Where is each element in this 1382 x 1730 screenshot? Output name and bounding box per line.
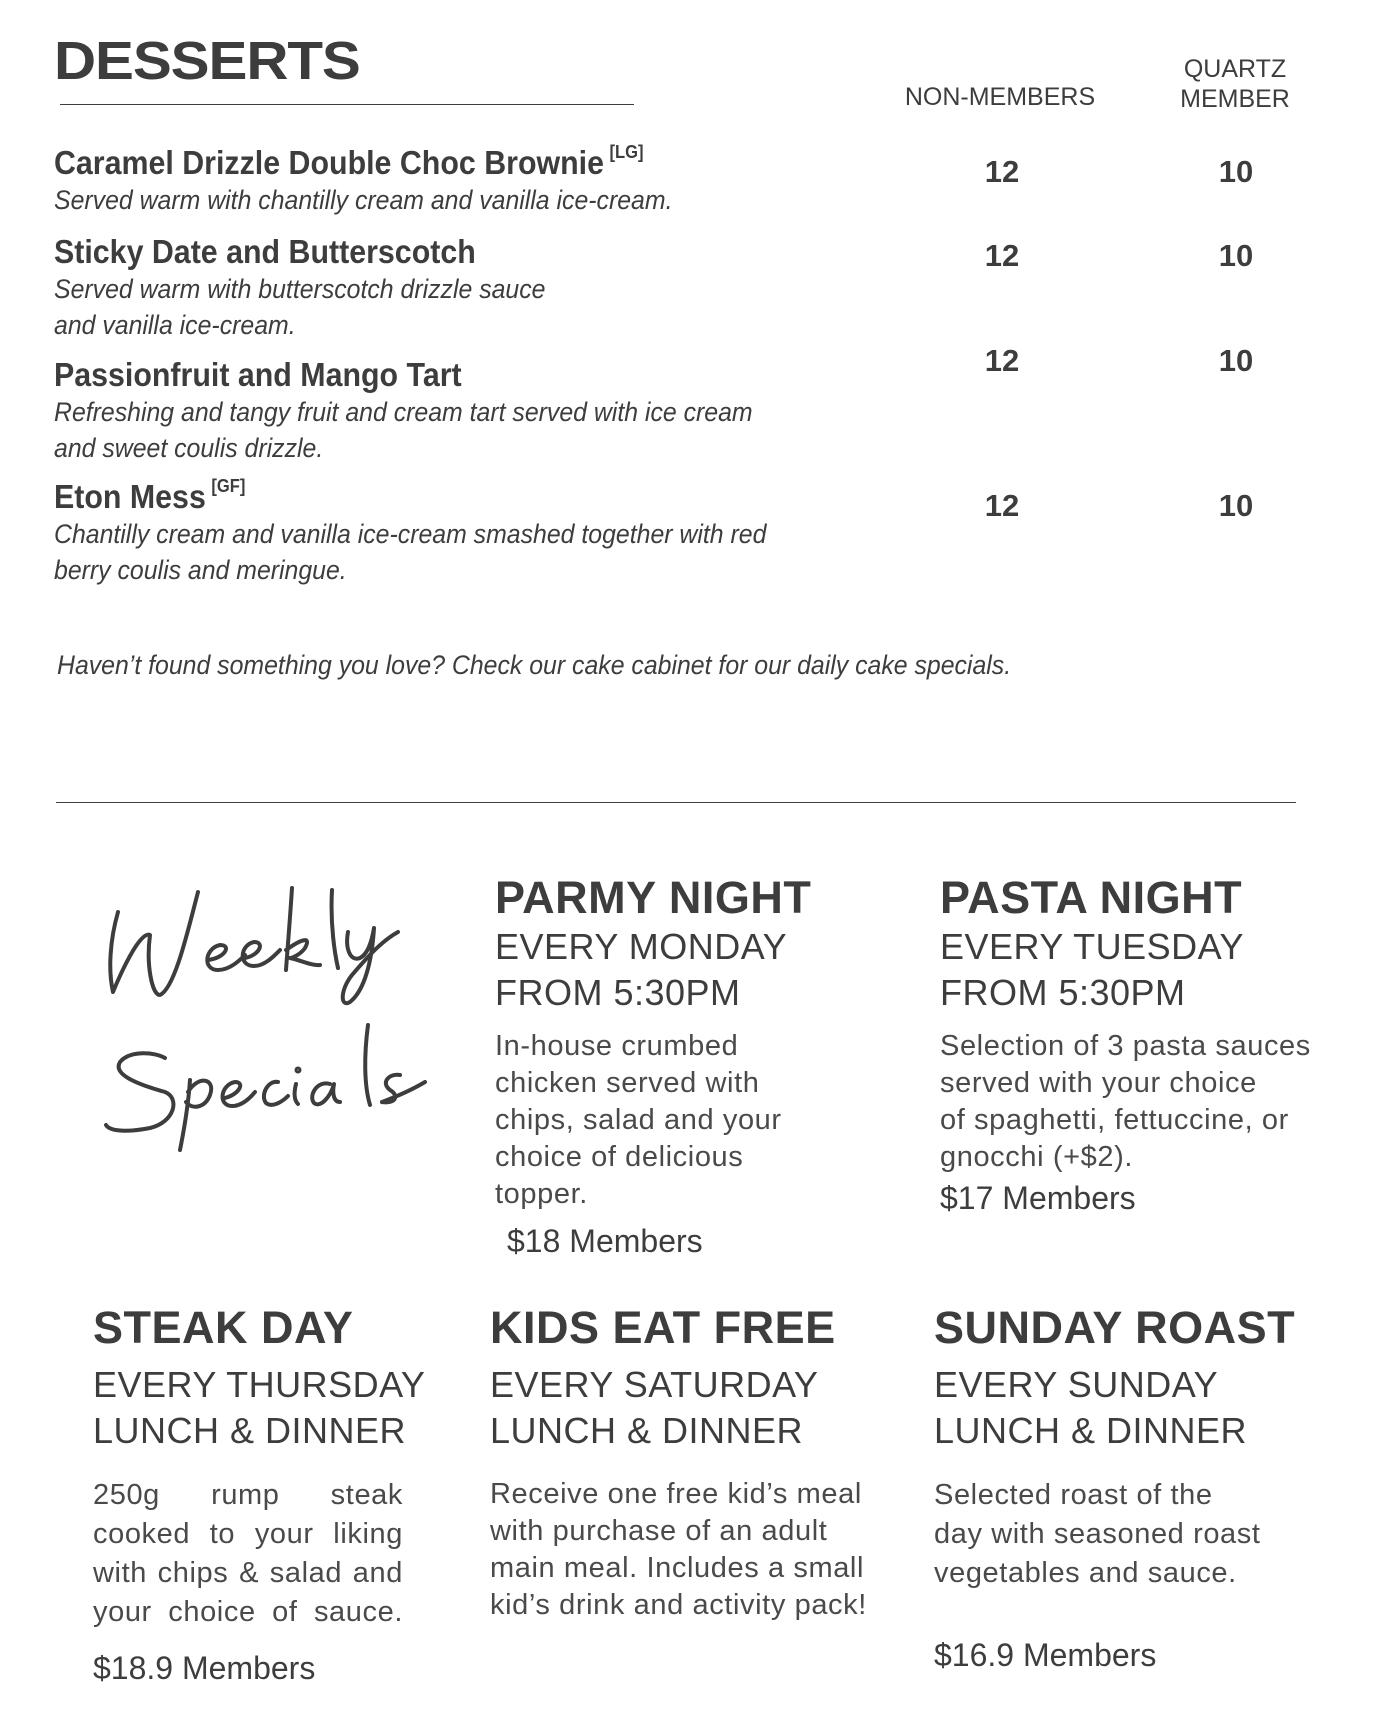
special-card-steak-day <box>93 1302 426 1687</box>
special-description <box>940 1028 1311 1176</box>
special-time: LUNCH & DINNER <box>93 1410 407 1451</box>
special-time: FROM 5:30PM <box>940 972 1186 1013</box>
special-day: EVERY THURSDAY <box>93 1364 426 1405</box>
member-price: 10 <box>1218 343 1254 378</box>
description-line: Receive one free kid’s meal <box>490 1478 862 1510</box>
heading-divider <box>60 104 634 105</box>
special-description <box>93 1476 403 1632</box>
cake-cabinet-note: Haven’t found something you love? Check our cake cabinet for our daily cake specials. <box>57 650 1012 680</box>
description-line: choice of delicious <box>495 1141 744 1173</box>
dessert-item <box>54 144 726 218</box>
description-line: 250g rump steak <box>93 1479 403 1511</box>
dessert-name-text: Caramel Drizzle Double Choc Brownie <box>54 144 604 181</box>
member-price: 10 <box>1218 154 1254 189</box>
description-line: topper. <box>495 1178 588 1210</box>
special-title: PARMY NIGHT <box>495 872 812 923</box>
column-header-quartz-member <box>1150 54 1320 114</box>
dessert-item <box>54 356 813 466</box>
dessert-item <box>54 478 828 588</box>
special-time: LUNCH & DINNER <box>490 1410 804 1451</box>
special-card-kids-eat-free <box>490 1302 867 1624</box>
description-line: with purchase of an adult <box>490 1515 828 1547</box>
special-card-sunday-roast <box>934 1302 1295 1674</box>
dessert-description: berry coulis and meringue. <box>54 555 347 585</box>
special-description <box>490 1476 867 1624</box>
special-description <box>934 1476 1295 1593</box>
description-line: vegetables and sauce. <box>934 1557 1237 1589</box>
dessert-description: Served warm with butterscotch drizzle sauce <box>54 274 546 304</box>
dessert-name <box>54 478 766 516</box>
dietary-tag: [LG] <box>609 142 644 162</box>
dessert-description: Chantilly cream and vanilla ice-cream smashed together with red <box>54 519 767 549</box>
special-time: FROM 5:30PM <box>495 972 741 1013</box>
special-title: KIDS EAT FREE <box>490 1302 836 1353</box>
member-price: 10 <box>1218 488 1254 523</box>
special-day: EVERY SUNDAY <box>934 1364 1219 1405</box>
weekly-specials-script-icon <box>80 870 440 1160</box>
dessert-name: Sticky Date and Butterscotch <box>54 233 476 270</box>
special-price: $16.9 Members <box>934 1637 1157 1673</box>
description-line: main meal. Includes a small <box>490 1552 865 1584</box>
description-line: with chips & salad and <box>93 1557 403 1589</box>
special-price: $18.9 Members <box>93 1650 316 1686</box>
special-day: EVERY TUESDAY <box>940 926 1244 967</box>
dessert-name-text: Eton Mess <box>54 478 206 515</box>
special-card-parmy-night <box>495 872 811 1260</box>
non-member-price: 12 <box>984 343 1020 378</box>
special-day: EVERY SATURDAY <box>490 1364 819 1405</box>
description-line: gnocchi (+$2). <box>940 1141 1133 1173</box>
special-title: PASTA NIGHT <box>940 872 1243 923</box>
dessert-description: Served warm with chantilly cream and vanilla ice-cream. <box>54 185 673 215</box>
description-line: served with your choice <box>940 1067 1257 1099</box>
column-header-line: MEMBER <box>1180 85 1290 113</box>
dietary-tag: [GF] <box>211 476 246 496</box>
description-line: day with seasoned roast <box>934 1518 1261 1550</box>
non-member-price: 12 <box>984 238 1020 273</box>
description-line: of spaghetti, fettuccine, or <box>940 1104 1289 1136</box>
non-member-price: 12 <box>984 488 1020 523</box>
dessert-description: and sweet coulis drizzle. <box>54 433 324 463</box>
description-line: your choice of sauce. <box>93 1596 403 1628</box>
special-card-pasta-night <box>940 872 1311 1217</box>
dessert-description: and vanilla ice-cream. <box>54 310 296 340</box>
dessert-name: Passionfruit and Mango Tart <box>54 356 462 393</box>
special-price: $17 Members <box>940 1180 1136 1216</box>
member-price: 10 <box>1218 238 1254 273</box>
column-header-non-members: NON-MEMBERS <box>904 83 1096 111</box>
dessert-description: Refreshing and tangy fruit and cream tart served with ice cream <box>54 397 753 427</box>
description-line: Selected roast of the <box>934 1479 1213 1511</box>
special-title: SUNDAY ROAST <box>934 1302 1296 1353</box>
desserts-heading: DESSERTS <box>54 31 360 91</box>
special-title: STEAK DAY <box>93 1302 354 1353</box>
description-line: chips, salad and your <box>495 1104 782 1136</box>
column-header-line: QUARTZ <box>1183 55 1287 83</box>
non-member-price: 12 <box>984 154 1020 189</box>
description-line: chicken served with <box>495 1067 760 1099</box>
description-line: cooked to your liking <box>93 1518 403 1550</box>
special-price: $18 Members <box>507 1223 703 1259</box>
description-line: kid’s drink and activity pack! <box>490 1589 867 1621</box>
special-description <box>495 1028 811 1213</box>
special-day: EVERY MONDAY <box>495 926 788 967</box>
description-line: Selection of 3 pasta sauces <box>940 1030 1311 1062</box>
section-divider <box>56 802 1296 803</box>
dessert-item <box>54 233 588 343</box>
weekly-specials-script-heading <box>80 870 440 1165</box>
dessert-name <box>54 144 672 182</box>
special-time: LUNCH & DINNER <box>934 1410 1248 1451</box>
description-line: In-house crumbed <box>495 1030 739 1062</box>
